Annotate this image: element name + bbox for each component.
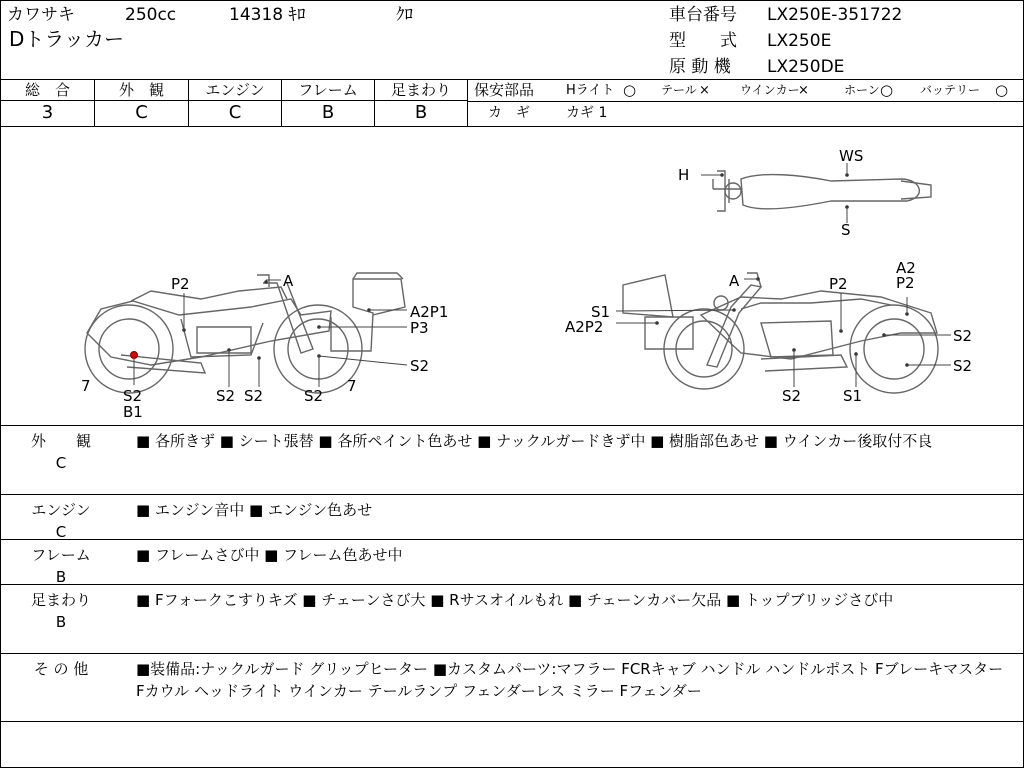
section-grade: C xyxy=(55,454,67,472)
label-a2p2: A2P2 xyxy=(565,318,604,336)
grade-engine: エンジン C xyxy=(189,80,282,126)
hlight-label: Hライト xyxy=(566,83,615,98)
label-7-a: 7 xyxy=(81,377,91,395)
grade-suspension: 足まわり B xyxy=(375,80,468,126)
label-p3: P3 xyxy=(410,319,429,337)
label-s2-left-e: S2 xyxy=(304,387,324,405)
section-label: 外 観 xyxy=(30,432,91,450)
left-rear-wheel xyxy=(85,305,173,393)
grade-exterior: 外 観 C xyxy=(95,80,189,126)
label-a-right: A xyxy=(729,272,740,290)
section-label: エンジン xyxy=(31,501,91,519)
label-s2-right-c: S2 xyxy=(782,387,802,405)
section-label: 足まわり xyxy=(30,591,91,609)
type-label: 型 式 xyxy=(669,31,737,51)
label-a2p1: A2P1 xyxy=(410,303,449,321)
section-label: そ の 他 xyxy=(33,660,89,678)
section-grade: B xyxy=(55,613,67,631)
model-name: Dトラッカー xyxy=(9,27,125,51)
frame-label: 車台番号 xyxy=(669,5,737,25)
header xyxy=(1,1,1023,80)
key-label: カ ギ xyxy=(488,105,530,121)
label-s2-left-c: S2 xyxy=(216,387,236,405)
label-p2-right-b: P2 xyxy=(896,274,915,292)
grade-total: 総 合 3 xyxy=(1,80,95,126)
label-s2-left-a: S2 xyxy=(410,357,430,375)
section-text: ■ フレームさび中 ■ フレーム色あせ中 xyxy=(136,546,403,564)
label-p2-left: P2 xyxy=(171,275,190,293)
grade-row xyxy=(1,80,1023,127)
tail-label: テール xyxy=(661,83,697,97)
safety-label: 保安部品 xyxy=(474,81,535,99)
section-suspension xyxy=(1,585,1023,654)
engine-value: LX250DE xyxy=(767,57,845,77)
frame-number: LX250E-351722 xyxy=(767,5,903,25)
winker-label: ウインカー xyxy=(740,83,800,97)
section-text: ■ 各所きず ■ シート張替 ■ 各所ペイント色あせ ■ ナックルガードきず中 ■ 樹脂部色あせ ■ ウインカー後取付不良 xyxy=(136,432,933,450)
section-text: ■装備品:ナックルガード グリップヒーター ■カスタムパーツ:マフラー FCRキャブ ハンドル ハンドルポスト Fブレーキマスター Fカウル ヘッドライト ウインカー テールランプ フェンダーレス ミラー Fフェンダー xyxy=(136,660,1004,700)
label-p2-right: P2 xyxy=(829,275,848,293)
section-exterior xyxy=(1,426,1023,495)
label-s2-right-a: S2 xyxy=(953,327,973,345)
label-h-top: H xyxy=(678,166,690,184)
safety-parts xyxy=(468,80,1023,126)
section-text: ■ エンジン音中 ■ エンジン色あせ xyxy=(136,501,373,519)
battery-label: バッテリー xyxy=(920,83,981,97)
winker-ng-icon: × xyxy=(798,83,809,98)
label-s2-right-b: S2 xyxy=(953,357,973,375)
color: ｸﾛ xyxy=(396,5,413,25)
section-label: フレーム xyxy=(31,546,91,564)
label-s-top: S xyxy=(841,221,851,239)
horn-label: ホーン xyxy=(844,83,880,97)
tail-ng-icon: × xyxy=(699,83,710,98)
label-s2-left-d: S2 xyxy=(244,387,264,405)
section-engine xyxy=(1,495,1023,540)
label-b1: B1 xyxy=(123,403,143,421)
section-grade: C xyxy=(55,523,67,541)
label-s1-right: S1 xyxy=(591,303,611,321)
section-other xyxy=(1,654,1023,722)
damage-diagram xyxy=(1,127,1023,426)
label-ws-top: WS xyxy=(839,147,864,165)
top-view-body xyxy=(741,175,919,209)
key-value: カギ 1 xyxy=(566,105,608,121)
mileage: 14318 ｷﾛ xyxy=(229,5,306,25)
motorcycle-diagram xyxy=(1,127,1023,425)
battery-ok-icon: ○ xyxy=(995,81,1009,99)
label-a2-right: A2 xyxy=(896,259,916,277)
section-grade: B xyxy=(55,568,67,586)
horn-ok-icon: ○ xyxy=(880,81,894,99)
displacement: 250cc xyxy=(125,5,177,25)
maker: カワサキ xyxy=(7,5,75,25)
label-7-b: 7 xyxy=(347,377,357,395)
section-text: ■ Fフォークこすりキズ ■ チェーンさび大 ■ Rサスオイルもれ ■ チェーンカバー欠品 ■ トップブリッジさび中 xyxy=(136,591,894,609)
section-frame xyxy=(1,540,1023,585)
label-s2-left-b: S2 xyxy=(123,387,143,405)
label-s1-right-b: S1 xyxy=(843,387,863,405)
hlight-ok-icon: ○ xyxy=(623,81,637,99)
label-a-left: A xyxy=(283,272,294,290)
right-rear-wheel xyxy=(850,305,938,393)
type-value: LX250E xyxy=(767,31,832,51)
grade-frame: フレーム B xyxy=(282,80,375,126)
engine-label: 原 動 機 xyxy=(669,57,731,77)
